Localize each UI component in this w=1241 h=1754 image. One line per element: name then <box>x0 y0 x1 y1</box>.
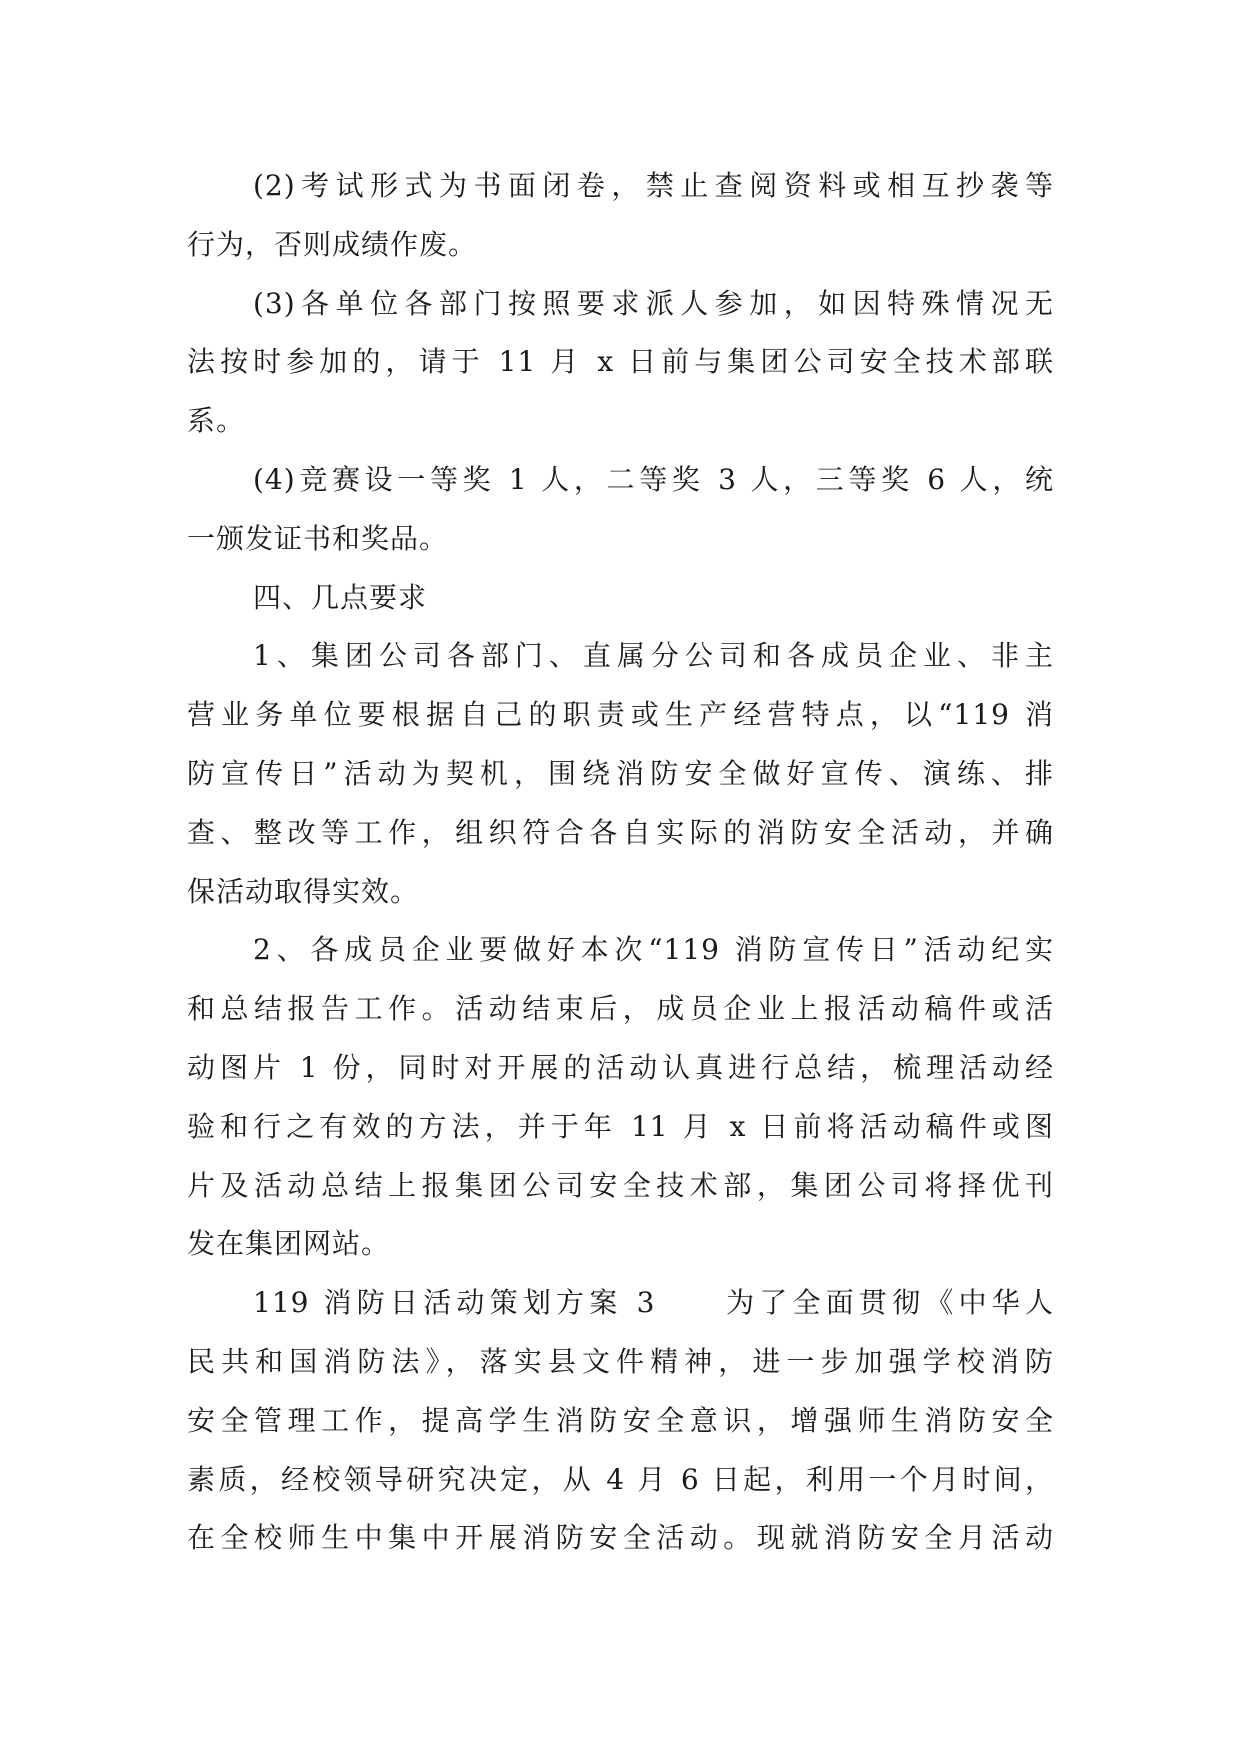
text-line: 1、集团公司各部门、直属分公司和各成员企业、非主 <box>253 639 1054 673</box>
text-line: 查、整改等工作，组织符合各自实际的消防安全活动，并确 <box>187 815 1054 849</box>
paragraph-plan-3 <box>187 1274 1054 1568</box>
paragraph-attendance <box>187 275 1054 451</box>
text-line: 片及活动总结上报集团公司安全技术部，集团公司将择优刊 <box>187 1168 1054 1202</box>
paragraph-exam-format <box>187 157 1054 275</box>
section-heading: 四、几点要求 <box>253 580 428 614</box>
section-heading-requirements <box>187 569 1054 628</box>
text-line: 行为，否则成绩作废。 <box>187 227 478 261</box>
text-line: 素质，经校领导研究决定，从 4 月 6 日起，利用一个月时间， <box>187 1462 1054 1496</box>
text-line: 保活动取得实效。 <box>187 874 420 908</box>
text-line: 法按时参加的，请于 11 月 x 日前与集团公司安全技术部联 <box>187 345 1054 379</box>
paragraph-requirement-1 <box>187 627 1054 921</box>
text-line: 防宣传日”活动为契机，围绕消防安全做好宣传、演练、排 <box>187 756 1054 790</box>
text-line: 验和行之有效的方法，并于年 11 月 x 日前将活动稿件或图 <box>187 1109 1054 1143</box>
text-line: 119 消防日活动策划方案 3 为了全面贯彻《中华人 <box>253 1286 1054 1320</box>
text-line: (4)竞赛设一等奖 1 人，二等奖 3 人，三等奖 6 人，统 <box>253 462 1054 496</box>
paragraph-requirement-2 <box>187 921 1054 1274</box>
text-line: 在全校师生中集中开展消防安全活动。现就消防安全月活动 <box>187 1521 1054 1555</box>
paragraph-awards <box>187 451 1054 569</box>
text-line: 系。 <box>187 404 246 438</box>
text-line: 一颁发证书和奖品。 <box>187 521 449 555</box>
text-line: 2、各成员企业要做好本次“119 消防宣传日”活动纪实 <box>253 933 1054 967</box>
text-line: (2)考试形式为书面闭卷，禁止查阅资料或相互抄袭等 <box>253 169 1054 202</box>
text-line: 安全管理工作，提高学生消防安全意识，增强师生消防安全 <box>187 1403 1054 1437</box>
text-line: 和总结报告工作。活动结束后，成员企业上报活动稿件或活 <box>187 992 1054 1026</box>
text-line: 营业务单位要根据自己的职责或生产经营特点，以“119 消 <box>187 698 1054 732</box>
text-line: (3)各单位各部门按照要求派人参加，如因特殊情况无 <box>253 286 1054 320</box>
text-line: 民共和国消防法》，落实县文件精神，进一步加强学校消防 <box>187 1344 1054 1378</box>
text-line: 发在集团网站。 <box>187 1227 391 1261</box>
text-line: 动图片 1 份，同时对开展的活动认真进行总结，梳理活动经 <box>187 1050 1054 1084</box>
document-body <box>187 157 1054 1568</box>
